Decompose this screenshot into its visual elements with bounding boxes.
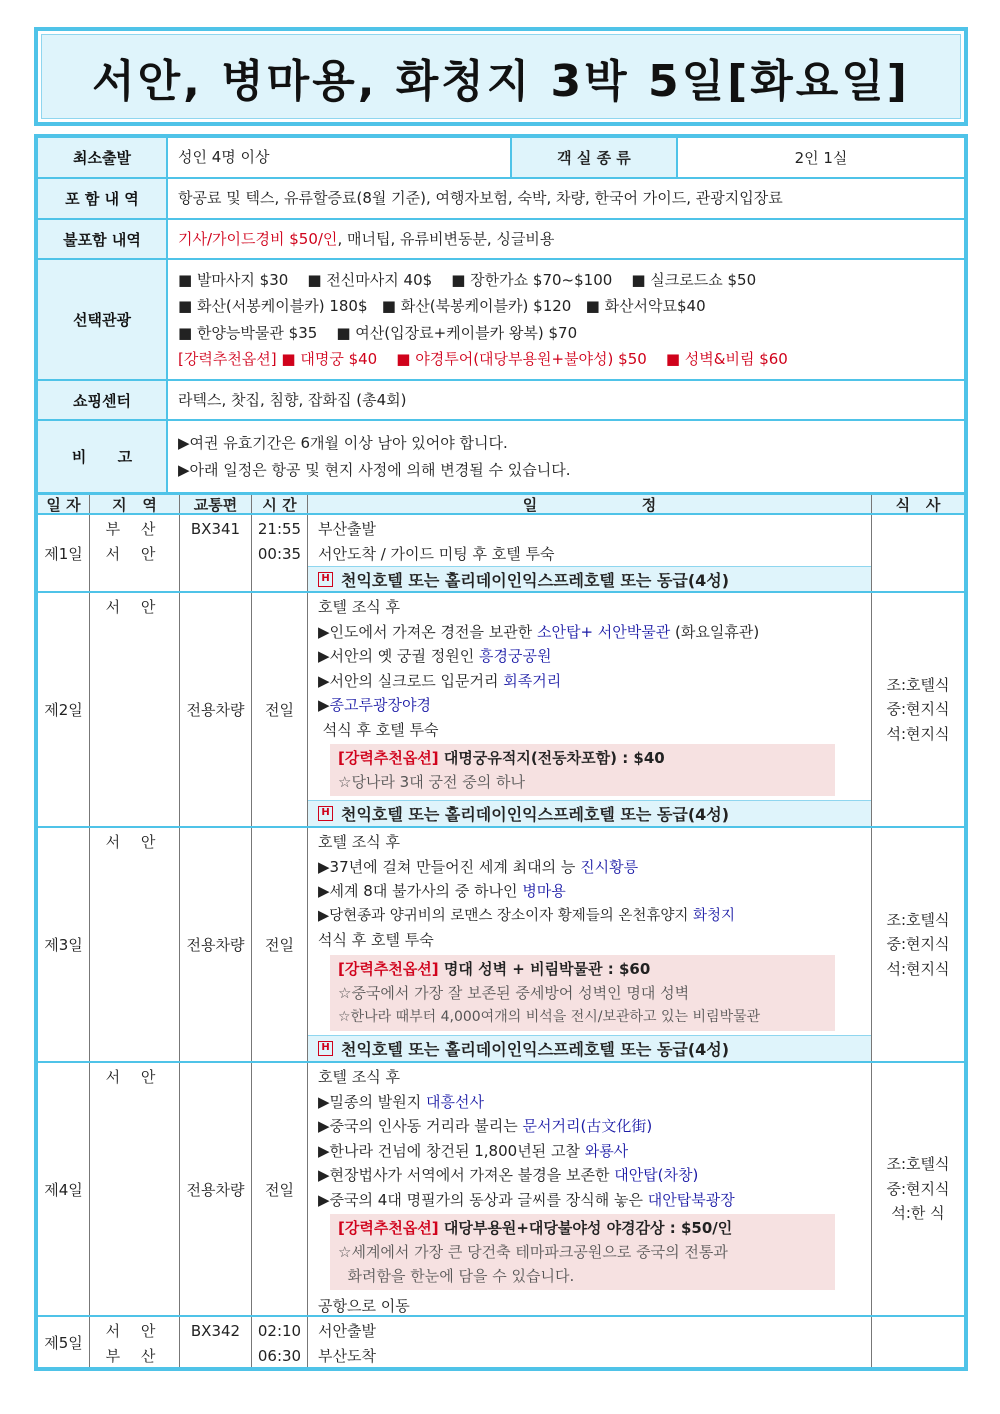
room-type-value: 2인 1실 <box>794 149 848 167</box>
excluded-label: 불포함 내역 <box>38 220 168 258</box>
day-row <box>38 1317 964 1367</box>
transport-cell: 전용차량 <box>180 1063 252 1315</box>
hotel-icon: H <box>318 572 333 587</box>
transport-cell: 전용차량 <box>180 828 252 1061</box>
meals-cell: 조:호텔식 중:현지식 석:현지식 <box>886 910 950 978</box>
info-row-included <box>38 179 964 220</box>
remarks-label: 비 고 <box>38 421 168 492</box>
header-meals: 식 사 <box>895 495 941 514</box>
time-cell: 21:55 00:35 <box>252 515 308 591</box>
day-label: 제4일 <box>38 1063 90 1315</box>
info-row-excluded <box>38 220 964 260</box>
shopping-value: 라텍스, 찻집, 침향, 잡화집 (총4회) <box>178 390 407 409</box>
itinerary-cell: 호텔 조식 후 ▶인도에서 가져온 경전을 보관한 소안탑+ 서안박물관 (화요일휴관) ▶서안의 옛 궁궐 정원인 흥경궁공원 ▶서안의 실크로드 입문거리 회족거리 ▶종고루광장야경 석식 후 호텔 투숙 [강력추천옵션] 대명궁유적지(전동차포함) : $40 ☆당나라 3대 궁전 중의 하나 H 천익호텔 또는 홀리데이인익스프레호텔 또는 동급(4성) <box>308 593 872 826</box>
header-day: 일 자 <box>38 495 90 513</box>
day-row <box>38 1063 964 1317</box>
header-region: 지 역 <box>90 495 180 513</box>
region-cell: 서 안 <box>90 1063 180 1315</box>
transport-cell: BX342 <box>180 1317 252 1367</box>
info-row-min-departure <box>38 138 964 179</box>
included-value: 항공료 및 텍스, 유류할증료(8월 기준), 여행자보험, 숙박, 차량, 한국어 가이드, 관광지입장료 <box>178 189 783 208</box>
recommended-options: [강력추천옵션] ■ 대명궁 $40 ■ 야경투어(대당부용원+불야성) $50 ■ 성벽&비림 $60 <box>178 350 788 368</box>
time-cell: 02:10 06:30 <box>252 1317 308 1367</box>
region-cell: 서 안 <box>90 828 180 1061</box>
shopping-label: 쇼핑센터 <box>38 381 168 419</box>
page-title: 서안, 병마용, 화청지 3박 5일[화요일] <box>92 55 910 107</box>
meals-cell: 조:호텔식 중:현지식 석:한 식 <box>886 1155 950 1223</box>
itinerary-cell: 호텔 조식 후 ▶37년에 걸쳐 만들어진 세계 최대의 능 진시황릉 ▶세계 8대 불가사의 중 하나인 병마용 ▶당현종과 양귀비의 로맨스 장소이자 황제들의 온천휴양지 화청지 석식 후 호텔 투숙 [강력추천옵션] 명대 성벽 + 비림박물관 : $60 ☆중국에서 가장 잘 보존된 중세방어 성벽인 명대 성벽 ☆한나라 때부터 4,000여개의 비석을 전시/보관하고 있는 비림박물관 H 천익호텔 또는 홀리데이인익스프레호텔 또는 동급(4성) <box>308 828 872 1061</box>
recommended-option-box: [강력추천옵션] 대명궁유적지(전동차포함) : $40 ☆당나라 3대 궁전 중의 하나 <box>330 744 835 796</box>
optional-label: 선택관광 <box>38 260 168 379</box>
recommended-option-box: [강력추천옵션] 대당부용원+대당불야성 야경감상 : $50/인 ☆세계에서 가장 큰 당건축 테마파크공원으로 중국의 전통과 화려함을 한눈에 담을 수 있습니다. <box>330 1214 835 1290</box>
transport-cell: BX341 <box>180 515 252 591</box>
header-time: 시 간 <box>252 495 308 513</box>
info-row-optional <box>38 260 964 381</box>
schedule-table <box>34 493 968 1371</box>
day-label: 제5일 <box>38 1317 90 1367</box>
region-cell: 서 안 부 산 <box>90 1317 180 1367</box>
excluded-value: 기사/가이드경비 $50/인, 매너팁, 유류비변동분, 싱글비용 <box>178 229 555 248</box>
optional-line: ■ 화산(서봉케이블카) 180$ ■ 화산(북봉케이블카) $120 ■ 화산서악묘$40 <box>178 297 706 315</box>
hotel-info: H 천익호텔 또는 홀리데이인익스프레호텔 또는 동급(4성) <box>308 800 871 826</box>
day-row <box>38 593 964 828</box>
transport-cell: 전용차량 <box>180 593 252 826</box>
day-row <box>38 828 964 1063</box>
day-label: 제2일 <box>38 593 90 826</box>
itinerary-cell: 부산출발 서안도착 / 가이드 미팅 후 호텔 투숙 H 천익호텔 또는 홀리데이인익스프레호텔 또는 동급(4성) <box>308 515 872 591</box>
room-type-label: 객 실 종 류 <box>510 138 678 177</box>
meals-cell: 조:호텔식 중:현지식 석:현지식 <box>886 675 950 743</box>
time-cell: 전일 <box>252 593 308 826</box>
info-row-remarks <box>38 421 964 494</box>
remarks-value: ▶여권 유효기간은 6개월 이상 남아 있어야 합니다. ▶아래 일정은 항공 및 현지 사정에 의해 변경될 수 있습니다. <box>178 434 571 479</box>
optional-value <box>168 260 964 379</box>
hotel-icon: H <box>318 1041 333 1056</box>
time-cell: 전일 <box>252 1063 308 1315</box>
region-cell: 서 안 <box>90 593 180 826</box>
hotel-info: H 천익호텔 또는 홀리데이인익스프레호텔 또는 동급(4성) <box>308 566 871 591</box>
itinerary-cell: 호텔 조식 후 ▶밀종의 발원지 대흥선사 ▶중국의 인사동 거리라 불리는 문서거리(古文化街) ▶한나라 건넘에 창건된 1,800년된 고찰 와룡사 ▶현장법사가 서역에서 가져온 불경을 보존한 대안탑(차창) ▶중국의 4대 명필가의 동상과 글씨를 장식해 놓은 대안탑북광장 [강력추천옵션] 대당부용원+대당불야성 야경감상 : $50/인 ☆세계에서 가장 큰 당건축 테마파크공원으로 중국의 전통과 화려함을 한눈에 담을 수 있습니다. 공항으로 이동 <box>308 1063 872 1315</box>
optional-line: ■ 한양능박물관 $35 ■ 여산(입장료+케이블카 왕복) $70 <box>178 323 578 342</box>
header-transport: 교통편 <box>180 495 252 513</box>
hotel-info: H 천익호텔 또는 홀리데이인익스프레호텔 또는 동급(4성) <box>308 1035 871 1061</box>
header-itinerary: 일 정 <box>308 495 872 513</box>
title-box <box>34 27 968 126</box>
included-label: 포 함 내 역 <box>38 179 168 218</box>
recommended-option-box: [강력추천옵션] 명대 성벽 + 비림박물관 : $60 ☆중국에서 가장 잘 보존된 중세방어 성벽인 명대 성벽 ☆한나라 때부터 4,000여개의 비석을 전시/보관하고 있는 비림박물관 <box>330 955 835 1031</box>
info-row-shopping <box>38 381 964 421</box>
schedule-header <box>38 495 964 515</box>
day-row <box>38 515 964 593</box>
day-label: 제3일 <box>38 828 90 1061</box>
meals-cell <box>872 1317 964 1367</box>
meals-cell <box>872 515 964 591</box>
region-cell: 부 산 서 안 <box>90 515 180 591</box>
guide-fee-text: 기사/가이드경비 $50/인 <box>178 229 338 248</box>
min-departure-label: 최소출발 <box>38 138 168 177</box>
itinerary-cell: 서안출발 부산도착 <box>308 1317 872 1367</box>
info-table <box>34 134 968 494</box>
title-inner <box>41 34 961 119</box>
optional-line: ■ 발마사지 $30 ■ 전신마사지 40$ ■ 장한가쇼 $70~$100 ■ 실크로드쇼 $50 <box>178 270 757 289</box>
min-departure-value: 성인 4명 이상 <box>178 148 270 167</box>
time-cell: 전일 <box>252 828 308 1061</box>
day-label: 제1일 <box>38 515 90 591</box>
hotel-icon: H <box>318 806 333 821</box>
